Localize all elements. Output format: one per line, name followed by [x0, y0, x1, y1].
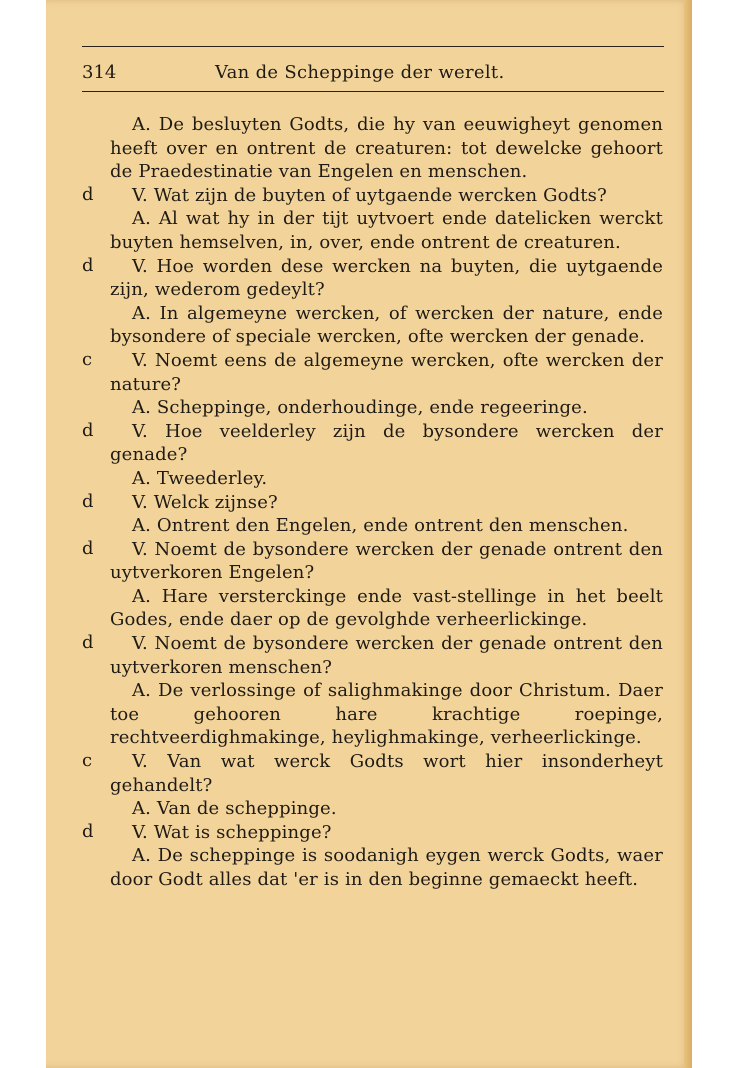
margin-mark: d	[82, 254, 94, 276]
page-body	[0, 113, 738, 892]
entry-11	[0, 514, 738, 538]
margin-mark: d	[82, 419, 94, 441]
answer-paragraph: A. Scheppinge, onderhoudinge, ende regeeringe.	[132, 397, 588, 419]
entry-17	[0, 797, 738, 821]
question-paragraph: V. Hoe worden dese wercken na buyten, die uytgaende zijn, wederom gedeylt?	[110, 255, 663, 301]
answer-paragraph: A. Ontrent den Engelen, ende ontrent den menschen.	[132, 515, 629, 537]
entry-12	[0, 538, 738, 585]
answer-paragraph: A. In algemeyne wercken, of wercken der nature, ende bysondere of speciale wercken, ofte wercken der genade.	[110, 302, 663, 348]
answer-paragraph: A. Al wat hy in der tijt uytvoert ende datelicken werckt buyten hemselven, in, over, ende ontrent de creaturen.	[110, 208, 663, 253]
answer-paragraph: A. Hare versterckinge ende vast-stellinge in het beelt Godes, ende daer op de gevolghde verheerlickinge.	[110, 585, 663, 631]
answer-paragraph: A. De scheppinge is soodanigh eygen werck Godts, waer door Godt alles dat 'er is in den beginne gemaeckt heeft.	[110, 845, 663, 890]
entry-10	[0, 491, 738, 515]
entry-1	[0, 113, 738, 184]
question-paragraph: V. Welck zijnse?	[132, 491, 278, 513]
answer-paragraph: A. De verlossinge of salighmakinge door Christum. Daer toe gehooren hare krachtige roepinge, rechtveerdighmakinge, heylighmakinge, verheerlickinge.	[110, 680, 663, 749]
margin-mark: d	[82, 820, 94, 842]
entry-9	[0, 467, 738, 491]
entry-7	[0, 396, 738, 420]
entry-4	[0, 255, 738, 302]
margin-mark: d	[82, 632, 94, 654]
margin-mark: d	[82, 183, 94, 205]
entry-19	[0, 844, 738, 891]
entry-2	[0, 184, 738, 208]
question-paragraph: V. Noemt de bysondere wercken der genade ontrent den uytverkoren Engelen?	[110, 538, 663, 584]
entry-5	[0, 302, 738, 349]
entry-18	[0, 821, 738, 845]
entry-13	[0, 585, 738, 632]
margin-mark: d	[82, 537, 94, 559]
question-paragraph: V. Van wat werck Godts wort hier insonderheyt gehandelt?	[110, 751, 663, 796]
question-paragraph: V. Noemt eens de algemeyne wercken, ofte wercken der nature?	[110, 349, 663, 395]
answer-paragraph: A. Van de scheppinge.	[132, 798, 337, 820]
entry-3	[0, 207, 738, 254]
running-title: Van de Scheppinge der werelt.	[215, 62, 505, 83]
question-paragraph: V. Wat is scheppinge?	[132, 821, 332, 843]
margin-mark: d	[82, 490, 94, 512]
header-rule-top	[82, 46, 664, 47]
question-paragraph: V. Hoe veelderley zijn de bysondere wercken der genade?	[110, 420, 663, 466]
answer-paragraph: A. Tweederley.	[132, 467, 268, 489]
entry-6	[0, 349, 738, 396]
entry-8	[0, 420, 738, 467]
question-paragraph: V. Wat zijn de buyten of uytgaende wercken Godts?	[132, 184, 607, 206]
margin-mark: c	[82, 750, 93, 772]
answer-paragraph: A. De besluyten Godts, die hy van eeuwigheyt genomen heeft over en ontrent de creaturen: tot dewelcke gehoort de Praedestinatie van Engelen en menschen.	[110, 114, 663, 183]
question-paragraph: V. Noemt de bysondere wercken der genade ontrent den uytverkoren menschen?	[110, 633, 663, 678]
header-rule-bottom	[82, 91, 664, 92]
entry-15	[0, 679, 738, 750]
page-number: 314	[82, 62, 117, 83]
entry-16	[0, 750, 738, 797]
margin-mark: c	[82, 348, 93, 370]
entry-14	[0, 632, 738, 679]
